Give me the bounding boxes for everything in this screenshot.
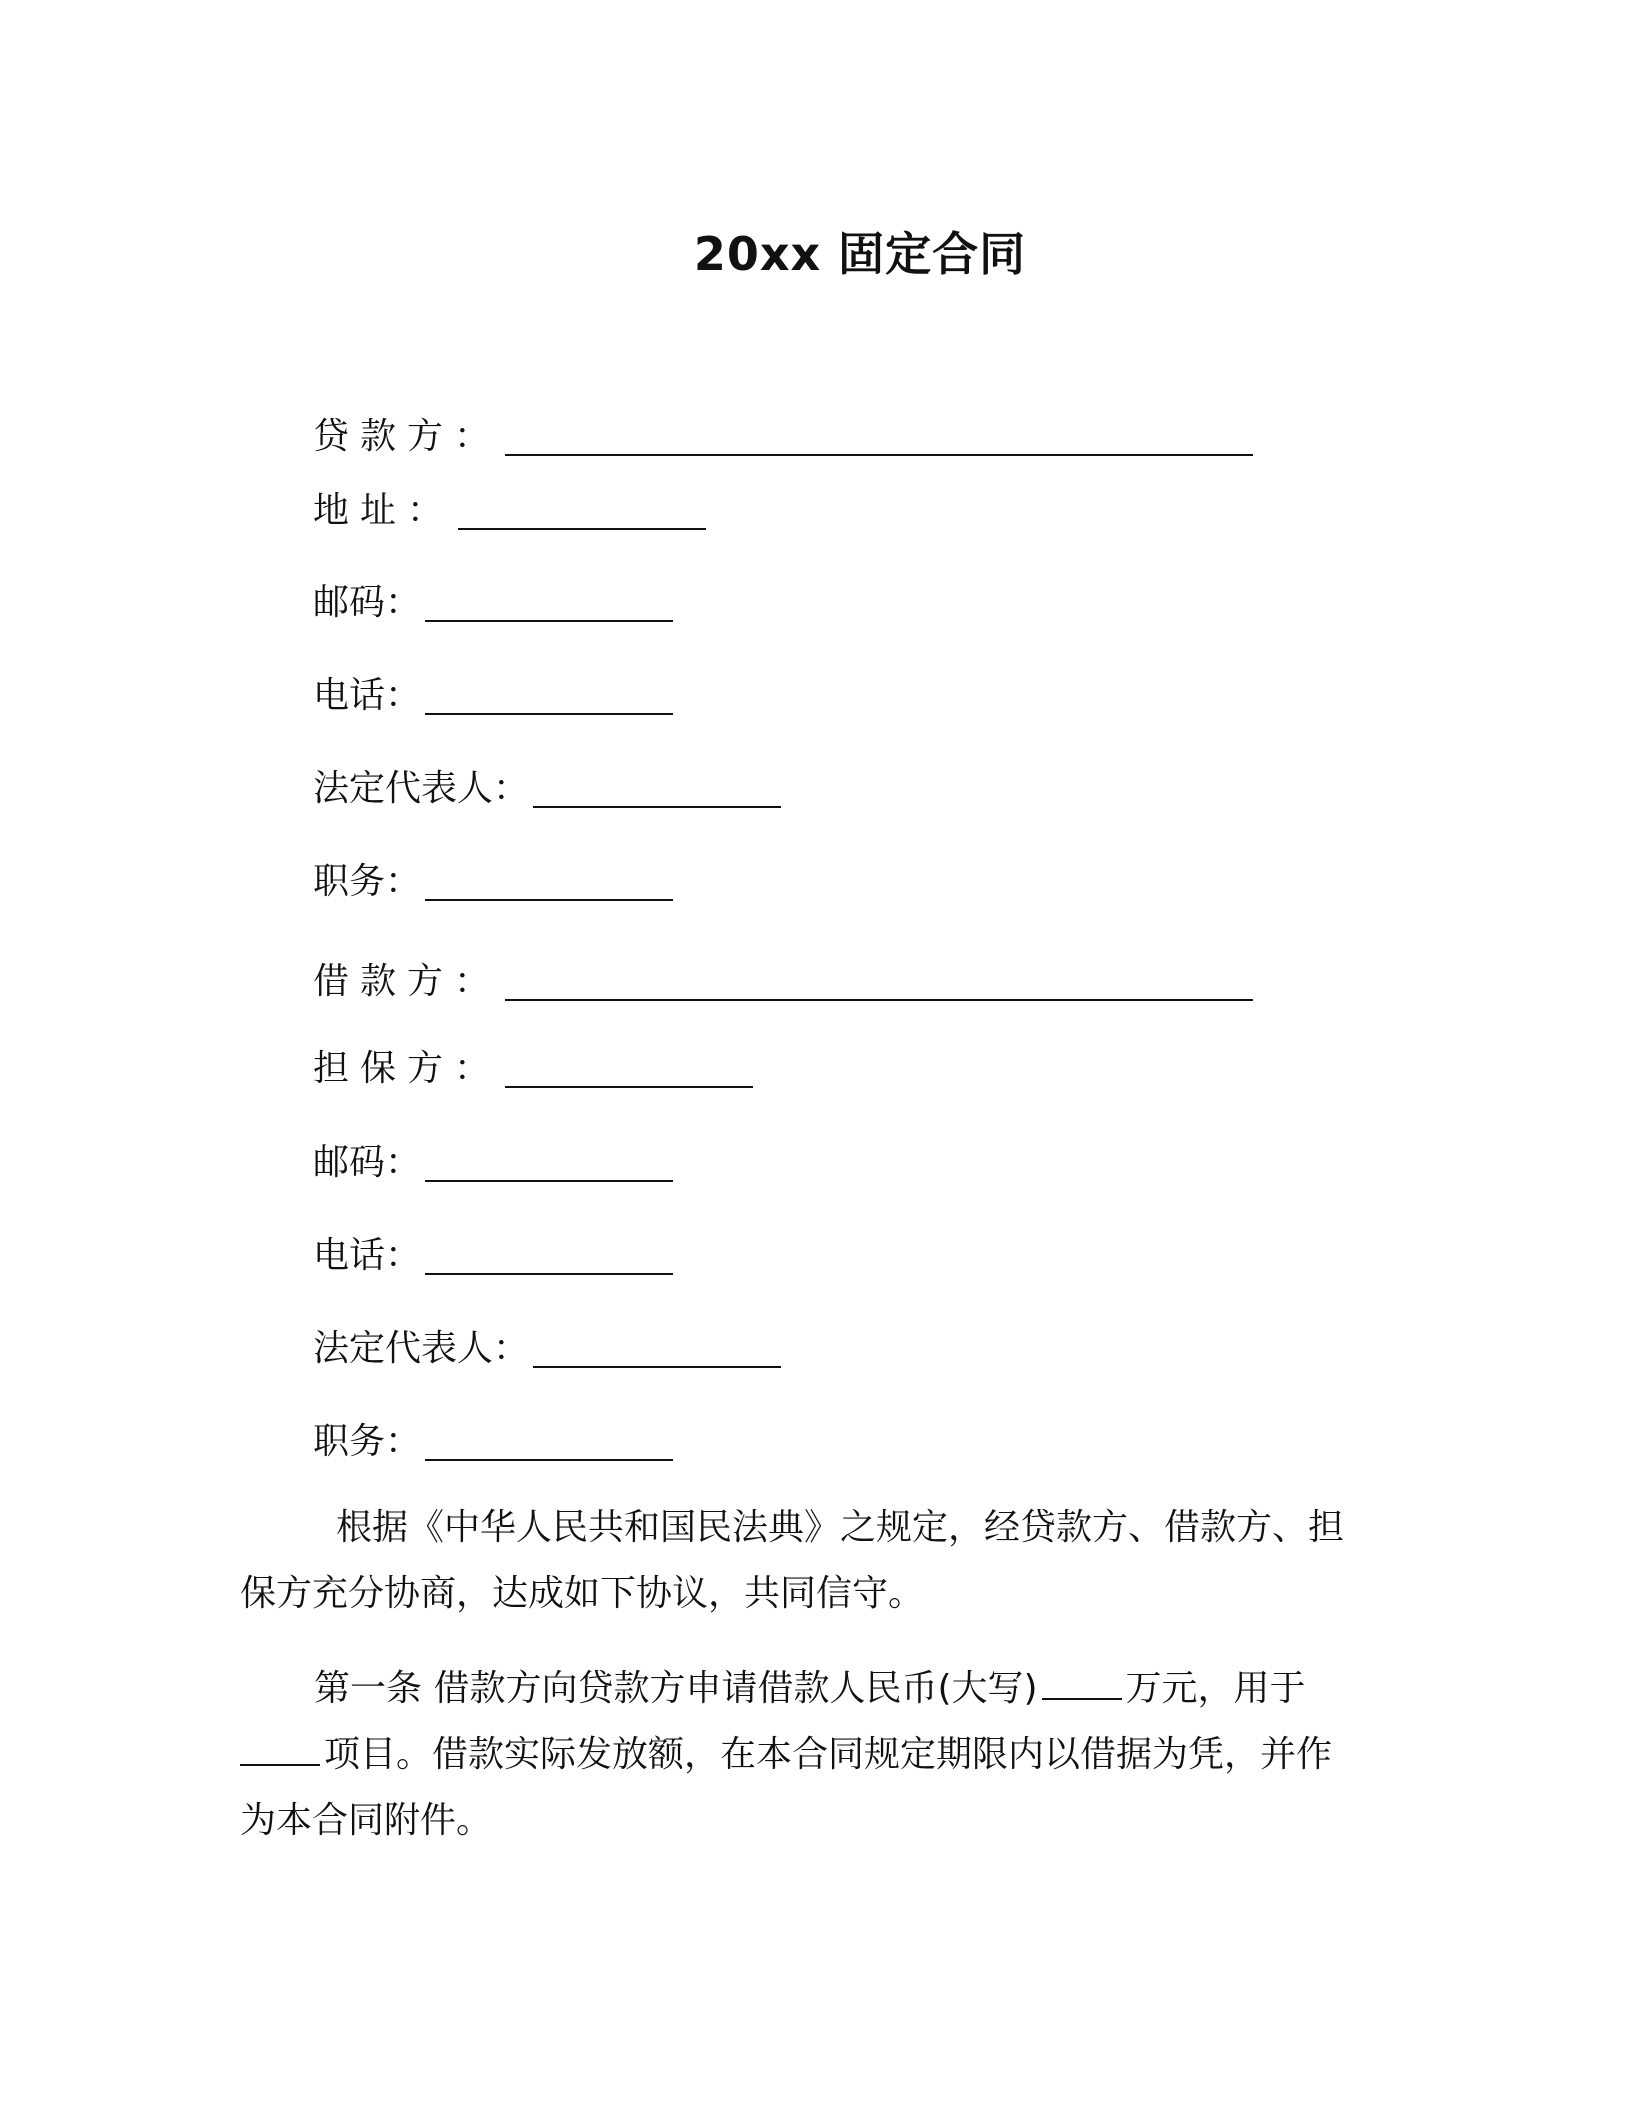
fill-in-blank[interactable]	[425, 1423, 673, 1461]
field-address	[313, 486, 706, 536]
fill-in-blank[interactable]	[240, 1730, 320, 1766]
article-text: 第一条 借款方向贷款方申请借款人民币(大写)	[314, 1668, 1038, 1709]
fill-in-blank[interactable]	[505, 1050, 753, 1088]
field-label: 职务：	[313, 1421, 422, 1462]
field-label: 法定代表人：	[313, 768, 530, 809]
field-label: 电话：	[313, 1235, 422, 1276]
field-lender	[313, 412, 1253, 462]
field-label: 邮码：	[313, 582, 422, 623]
field-position	[313, 857, 673, 907]
field-label: 职务：	[313, 861, 422, 902]
article-1-paragraph	[240, 1656, 1375, 1854]
field-label: 借款方：	[313, 961, 502, 1002]
paragraph-line: 根据《中华人民共和国民法典》之规定，经贷款方、借款方、担	[336, 1507, 1345, 1548]
fill-in-blank[interactable]	[425, 677, 673, 715]
fill-in-blank[interactable]	[425, 584, 673, 622]
article-text: 万元，用于	[1125, 1668, 1306, 1709]
field-label: 电话：	[313, 675, 422, 716]
field-label: 法定代表人：	[313, 1328, 530, 1369]
paragraph-line: 保方充分协商，达成如下协议，共同信守。	[240, 1573, 925, 1614]
fill-in-blank[interactable]	[505, 963, 1253, 1001]
field-label: 邮码：	[313, 1142, 422, 1183]
preamble-paragraph	[240, 1495, 1375, 1627]
field-phone	[313, 1231, 673, 1281]
fill-in-blank[interactable]	[458, 492, 706, 530]
field-phone	[313, 671, 673, 721]
paragraph-line	[240, 1722, 1375, 1788]
fill-in-blank[interactable]	[533, 770, 781, 808]
fill-in-blank[interactable]	[505, 418, 1253, 456]
paragraph-line	[240, 1656, 1375, 1722]
field-guarantor	[313, 1044, 753, 1094]
paragraph-line: 为本合同附件。	[240, 1800, 493, 1841]
field-label: 地址：	[313, 490, 455, 531]
field-postcode	[313, 578, 673, 628]
fill-in-blank[interactable]	[1042, 1664, 1122, 1700]
fill-in-blank[interactable]	[533, 1330, 781, 1368]
fill-in-blank[interactable]	[425, 1237, 673, 1275]
field-label: 担保方：	[313, 1048, 502, 1089]
field-label: 贷款方：	[313, 416, 502, 457]
fill-in-blank[interactable]	[425, 1144, 673, 1182]
field-legal-rep	[313, 1324, 781, 1374]
field-postcode	[313, 1138, 673, 1188]
article-text: 项目。借款实际发放额，在本合同规定期限内以借据为凭，并作	[324, 1734, 1333, 1775]
field-position	[313, 1417, 673, 1467]
field-legal-rep	[313, 764, 781, 814]
fill-in-blank[interactable]	[425, 863, 673, 901]
field-borrower	[313, 957, 1253, 1007]
document-title: 20xx 固定合同	[693, 227, 1027, 281]
